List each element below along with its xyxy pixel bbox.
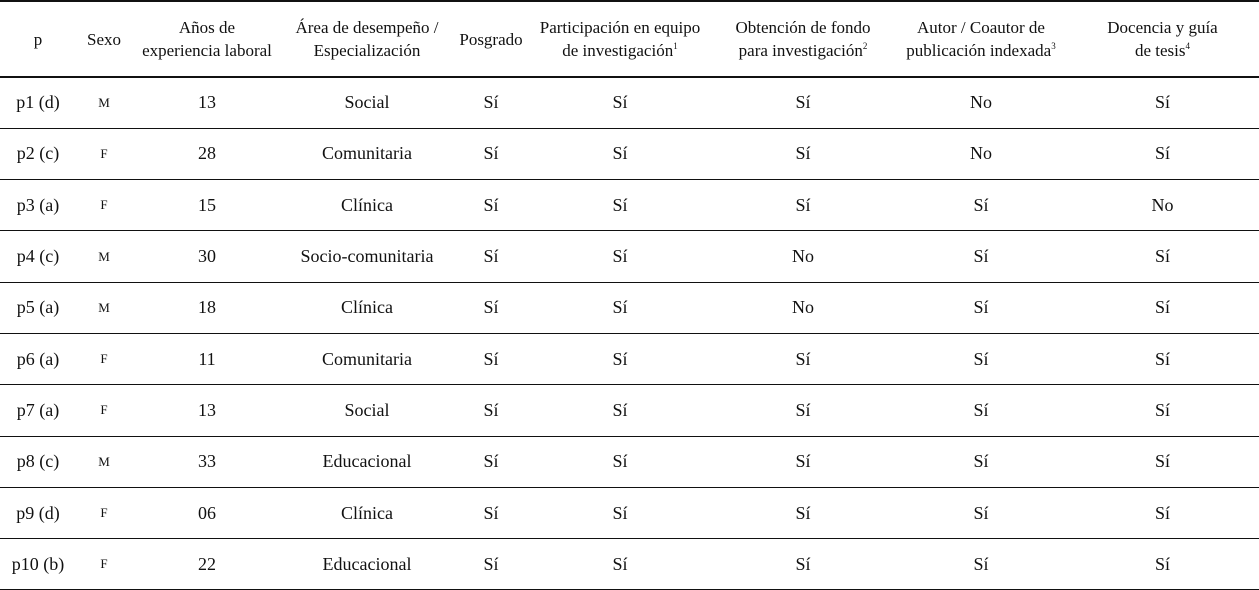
cell-fondo: Sí	[795, 553, 811, 574]
table-row	[0, 333, 1259, 384]
table-body	[0, 77, 1259, 590]
header-label-line1: Docencia y guía	[1107, 18, 1218, 37]
cell-anos: 33	[198, 451, 216, 472]
cell-sexo: F	[100, 402, 108, 418]
cell-participacion: Sí	[612, 246, 628, 267]
cell-sexo: F	[100, 351, 108, 367]
header-label-line1: Participación en equipo	[539, 18, 701, 37]
table-row	[0, 487, 1259, 538]
header-label-line1: Obtención de fondo	[735, 18, 871, 37]
cell-docencia: Sí	[1154, 553, 1170, 574]
cell-autor: Sí	[973, 297, 989, 318]
cell-participacion: Sí	[612, 451, 628, 472]
cell-participacion: Sí	[612, 348, 628, 369]
cell-autor: Sí	[973, 194, 989, 215]
header-label-line2: publicación indexada	[906, 41, 1052, 60]
header-label-line1: Años de	[178, 18, 236, 37]
cell-sexo: M	[98, 94, 110, 110]
cell-area: Social	[344, 92, 390, 113]
cell-autor: Sí	[973, 399, 989, 420]
cell-sexo: F	[100, 197, 108, 213]
cell-posgrado: Sí	[483, 502, 499, 523]
header-label-line1: Autor / Coautor de	[917, 18, 1045, 37]
cell-docencia: Sí	[1154, 92, 1170, 113]
footnote-marker: 4	[1185, 41, 1191, 51]
cell-area: Social	[344, 399, 390, 420]
cell-participacion: Sí	[612, 297, 628, 318]
cell-sexo: F	[100, 556, 108, 572]
header-autor	[896, 1, 1066, 77]
header-label: Posgrado	[459, 29, 523, 49]
cell-p: p4 (c)	[16, 246, 60, 267]
table-row	[0, 180, 1259, 231]
cell-posgrado: Sí	[483, 348, 499, 369]
cell-area: Comunitaria	[322, 143, 412, 164]
cell-docencia: Sí	[1154, 451, 1170, 472]
cell-anos: 18	[198, 297, 216, 318]
cell-fondo: Sí	[795, 92, 811, 113]
cell-p: p7 (a)	[16, 399, 60, 420]
table-row	[0, 436, 1259, 487]
cell-autor: No	[970, 143, 992, 164]
cell-autor: Sí	[973, 451, 989, 472]
header-docencia	[1066, 1, 1259, 77]
cell-fondo: Sí	[795, 348, 811, 369]
cell-sexo: F	[100, 145, 108, 161]
cell-sexo: M	[98, 299, 110, 315]
cell-sexo: F	[100, 505, 108, 521]
header-label: Sexo	[87, 29, 121, 49]
cell-docencia: Sí	[1154, 502, 1170, 523]
cell-fondo: Sí	[795, 194, 811, 215]
cell-participacion: Sí	[612, 553, 628, 574]
cell-anos: 22	[198, 553, 216, 574]
cell-docencia: Sí	[1154, 348, 1170, 369]
cell-docencia: No	[1151, 194, 1174, 215]
cell-posgrado: Sí	[483, 194, 499, 215]
cell-area: Comunitaria	[322, 348, 412, 369]
cell-fondo: Sí	[795, 502, 811, 523]
cell-autor: Sí	[973, 348, 989, 369]
cell-participacion: Sí	[612, 194, 628, 215]
cell-p: p2 (c)	[16, 143, 60, 164]
header-label-line2: de tesis	[1134, 41, 1186, 60]
cell-participacion: Sí	[612, 399, 628, 420]
header-fondo	[710, 1, 896, 77]
header-label-line2: para investigación	[738, 41, 863, 60]
cell-anos: 28	[198, 143, 216, 164]
table-row	[0, 385, 1259, 436]
header-p	[0, 1, 76, 77]
cell-autor: Sí	[973, 502, 989, 523]
cell-posgrado: Sí	[483, 143, 499, 164]
header-label-line2: experiencia laboral	[142, 41, 272, 60]
header-sexo	[76, 1, 132, 77]
cell-posgrado: Sí	[483, 399, 499, 420]
cell-p: p1 (d)	[16, 92, 60, 113]
cell-area: Educacional	[322, 553, 412, 574]
cell-anos: 13	[198, 92, 216, 113]
cell-docencia: Sí	[1154, 399, 1170, 420]
header-participacion	[530, 1, 710, 77]
cell-area: Educacional	[322, 451, 412, 472]
cell-sexo: M	[98, 248, 110, 264]
cell-posgrado: Sí	[483, 553, 499, 574]
header-label-line2: de investigación	[562, 41, 674, 60]
cell-posgrado: Sí	[483, 297, 499, 318]
cell-area: Clínica	[341, 297, 393, 318]
cell-p: p6 (a)	[16, 348, 60, 369]
table-row	[0, 282, 1259, 333]
cell-area: Clínica	[341, 194, 393, 215]
table-row	[0, 128, 1259, 179]
header-anos	[132, 1, 282, 77]
cell-fondo: Sí	[795, 399, 811, 420]
footnote-marker: 3	[1051, 41, 1056, 51]
cell-posgrado: Sí	[483, 451, 499, 472]
header-posgrado	[452, 1, 530, 77]
cell-participacion: Sí	[612, 143, 628, 164]
header-label-line1: Área de desempeño /	[295, 18, 439, 37]
cell-posgrado: Sí	[483, 92, 499, 113]
cell-fondo: No	[792, 246, 814, 267]
cell-autor: Sí	[973, 553, 989, 574]
cell-participacion: Sí	[612, 92, 628, 113]
cell-docencia: Sí	[1154, 246, 1170, 267]
cell-autor: Sí	[973, 246, 989, 267]
cell-docencia: Sí	[1154, 143, 1170, 164]
cell-anos: 15	[198, 194, 216, 215]
header-label-line2: Especialización	[313, 41, 421, 60]
cell-anos: 11	[198, 348, 216, 369]
cell-fondo: Sí	[795, 451, 811, 472]
cell-p: p9 (d)	[16, 502, 60, 523]
cell-participacion: Sí	[612, 502, 628, 523]
cell-p: p8 (c)	[16, 451, 60, 472]
table-header	[0, 1, 1259, 77]
cell-autor: No	[970, 92, 992, 113]
cell-anos: 06	[198, 502, 216, 523]
cell-anos: 30	[198, 246, 216, 267]
header-row	[0, 1, 1259, 77]
cell-p: p5 (a)	[16, 297, 60, 318]
cell-p: p10 (b)	[11, 553, 65, 574]
cell-anos: 13	[198, 399, 216, 420]
table-row	[0, 539, 1259, 590]
cell-posgrado: Sí	[483, 246, 499, 267]
cell-fondo: No	[792, 297, 814, 318]
cell-p: p3 (a)	[16, 194, 60, 215]
header-label: p	[33, 29, 43, 49]
header-area	[282, 1, 452, 77]
cell-area: Clínica	[341, 502, 393, 523]
cell-docencia: Sí	[1154, 297, 1170, 318]
table-row	[0, 77, 1259, 128]
footnote-marker: 2	[862, 41, 868, 51]
cell-area: Socio-comunitaria	[300, 246, 434, 267]
footnote-marker: 1	[673, 41, 678, 51]
table-row	[0, 231, 1259, 282]
cell-sexo: M	[98, 453, 110, 469]
cell-fondo: Sí	[795, 143, 811, 164]
